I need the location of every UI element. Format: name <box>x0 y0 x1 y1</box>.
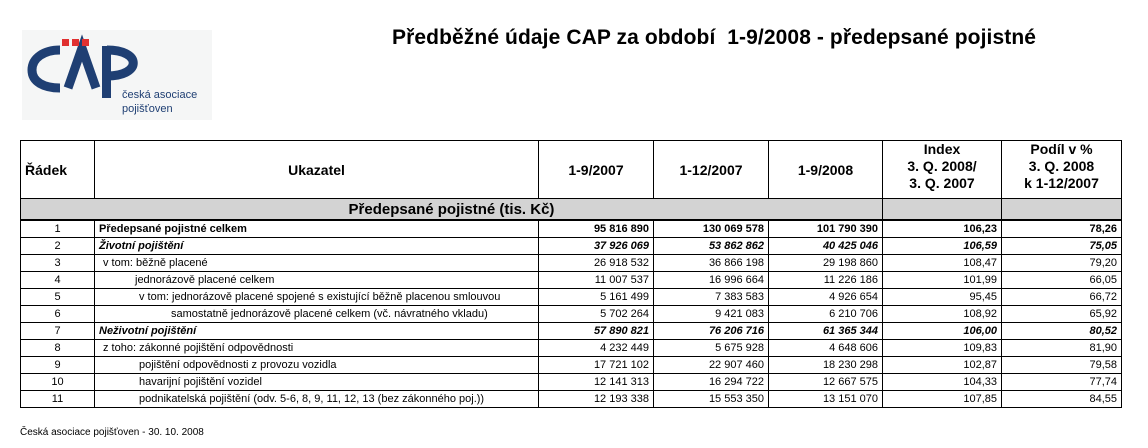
row-number: 3 <box>21 255 95 272</box>
value-1-9-2007: 12 141 313 <box>539 374 654 391</box>
header-index-line3: 3. Q. 2007 <box>909 175 975 191</box>
value-1-9-2008: 40 425 046 <box>769 238 883 255</box>
header-radek: Řádek <box>21 141 95 199</box>
table-row <box>21 391 1122 408</box>
row-label: samostatně jednorázově placené celkem (vč. návratného vkladu) <box>95 306 539 323</box>
row-label: z toho: zákonné pojištění odpovědnosti <box>95 340 539 357</box>
row-label: v tom: jednorázově placené spojené s existující běžně placenou smlouvou <box>95 289 539 306</box>
value-index: 95,45 <box>883 289 1002 306</box>
header-ukazatel: Ukazatel <box>95 141 539 199</box>
row-label: Předepsané pojistné celkem <box>95 220 539 238</box>
value-1-9-2008: 29 198 860 <box>769 255 883 272</box>
cap-logo <box>22 30 212 120</box>
value-1-12-2007: 16 294 722 <box>654 374 769 391</box>
value-podil: 78,26 <box>1002 220 1122 238</box>
row-label: Neživotní pojištění <box>95 323 539 340</box>
section-blank-podil <box>1002 199 1122 221</box>
table-row <box>21 306 1122 323</box>
value-1-12-2007: 16 996 664 <box>654 272 769 289</box>
row-number: 1 <box>21 220 95 238</box>
value-index: 101,99 <box>883 272 1002 289</box>
value-podil: 84,55 <box>1002 391 1122 408</box>
value-podil: 75,05 <box>1002 238 1122 255</box>
value-1-12-2007: 15 553 350 <box>654 391 769 408</box>
table-body <box>21 220 1122 408</box>
value-1-9-2007: 37 926 069 <box>539 238 654 255</box>
value-index: 104,33 <box>883 374 1002 391</box>
value-1-9-2007: 12 193 338 <box>539 391 654 408</box>
value-index: 107,85 <box>883 391 1002 408</box>
logo-text-line2: pojišťoven <box>122 103 173 115</box>
value-1-9-2007: 95 816 890 <box>539 220 654 238</box>
value-1-9-2008: 11 226 186 <box>769 272 883 289</box>
value-1-12-2007: 53 862 862 <box>654 238 769 255</box>
header-podil <box>1002 141 1122 199</box>
row-number: 4 <box>21 272 95 289</box>
table-row <box>21 255 1122 272</box>
row-number: 9 <box>21 357 95 374</box>
page-title: Předběžné údaje CAP za období 1-9/2008 - předepsané pojistné <box>392 26 1037 49</box>
row-label: v tom: běžně placené <box>95 255 539 272</box>
header-podil-line1: Podíl v % <box>1030 141 1093 157</box>
header-podil-line3: k 1-12/2007 <box>1024 175 1099 191</box>
value-1-12-2007: 76 206 716 <box>654 323 769 340</box>
row-number: 6 <box>21 306 95 323</box>
value-index: 106,00 <box>883 323 1002 340</box>
value-index: 108,92 <box>883 306 1002 323</box>
value-1-9-2008: 4 926 654 <box>769 289 883 306</box>
table-row <box>21 323 1122 340</box>
table-row <box>21 289 1122 306</box>
value-1-9-2008: 12 667 575 <box>769 374 883 391</box>
row-label: podnikatelská pojištění (odv. 5-6, 8, 9, 11, 12, 13 (bez zákonného poj.)) <box>95 391 539 408</box>
value-index: 102,87 <box>883 357 1002 374</box>
value-1-9-2007: 26 918 532 <box>539 255 654 272</box>
value-1-9-2008: 61 365 344 <box>769 323 883 340</box>
header-podil-line2: 3. Q. 2008 <box>1028 158 1095 174</box>
row-label: havarijní pojištění vozidel <box>95 374 539 391</box>
value-1-12-2007: 5 675 928 <box>654 340 769 357</box>
section-blank-index <box>883 199 1002 221</box>
value-1-9-2007: 5 161 499 <box>539 289 654 306</box>
value-1-9-2008: 4 648 606 <box>769 340 883 357</box>
value-podil: 66,05 <box>1002 272 1122 289</box>
value-1-9-2008: 18 230 298 <box>769 357 883 374</box>
section-label: Předepsané pojistné (tis. Kč) <box>21 199 883 221</box>
row-label: jednorázově placené celkem <box>95 272 539 289</box>
row-number: 7 <box>21 323 95 340</box>
value-1-12-2007: 36 866 198 <box>654 255 769 272</box>
header-row <box>21 141 1122 199</box>
value-podil: 79,58 <box>1002 357 1122 374</box>
value-podil: 77,74 <box>1002 374 1122 391</box>
table-row <box>21 374 1122 391</box>
row-number: 2 <box>21 238 95 255</box>
row-number: 5 <box>21 289 95 306</box>
header-1-12-2007: 1-12/2007 <box>654 141 769 199</box>
table-row <box>21 238 1122 255</box>
value-1-9-2007: 17 721 102 <box>539 357 654 374</box>
value-1-12-2007: 130 069 578 <box>654 220 769 238</box>
table-row <box>21 220 1122 238</box>
footer-note: Česká asociace pojišťoven - 30. 10. 2008 <box>20 427 204 438</box>
value-1-9-2008: 13 151 070 <box>769 391 883 408</box>
table-row <box>21 357 1122 374</box>
value-1-9-2008: 6 210 706 <box>769 306 883 323</box>
row-label: pojištění odpovědnosti z provozu vozidla <box>95 357 539 374</box>
value-index: 108,47 <box>883 255 1002 272</box>
value-1-9-2007: 11 007 537 <box>539 272 654 289</box>
insurance-premium-table <box>20 140 1122 408</box>
value-1-12-2007: 7 383 583 <box>654 289 769 306</box>
value-index: 106,59 <box>883 238 1002 255</box>
value-podil: 66,72 <box>1002 289 1122 306</box>
row-label: Životní pojištění <box>95 238 539 255</box>
value-podil: 80,52 <box>1002 323 1122 340</box>
value-index: 109,83 <box>883 340 1002 357</box>
value-index: 106,23 <box>883 220 1002 238</box>
header-index-line1: Index <box>923 141 961 157</box>
value-1-9-2007: 4 232 449 <box>539 340 654 357</box>
value-1-9-2007: 57 890 821 <box>539 323 654 340</box>
value-1-9-2008: 101 790 390 <box>769 220 883 238</box>
row-number: 11 <box>21 391 95 408</box>
logo-text <box>122 88 197 116</box>
header-index-line2: 3. Q. 2008/ <box>907 158 977 174</box>
value-podil: 79,20 <box>1002 255 1122 272</box>
value-podil: 81,90 <box>1002 340 1122 357</box>
row-number: 10 <box>21 374 95 391</box>
header-index <box>883 141 1002 199</box>
value-1-12-2007: 22 907 460 <box>654 357 769 374</box>
row-number: 8 <box>21 340 95 357</box>
section-row <box>21 199 1122 221</box>
header-1-9-2007: 1-9/2007 <box>539 141 654 199</box>
value-1-9-2007: 5 702 264 <box>539 306 654 323</box>
table-row <box>21 340 1122 357</box>
table-row <box>21 272 1122 289</box>
header-1-9-2008: 1-9/2008 <box>769 141 883 199</box>
value-1-12-2007: 9 421 083 <box>654 306 769 323</box>
value-podil: 65,92 <box>1002 306 1122 323</box>
logo-text-line1: česká asociace <box>122 89 198 101</box>
